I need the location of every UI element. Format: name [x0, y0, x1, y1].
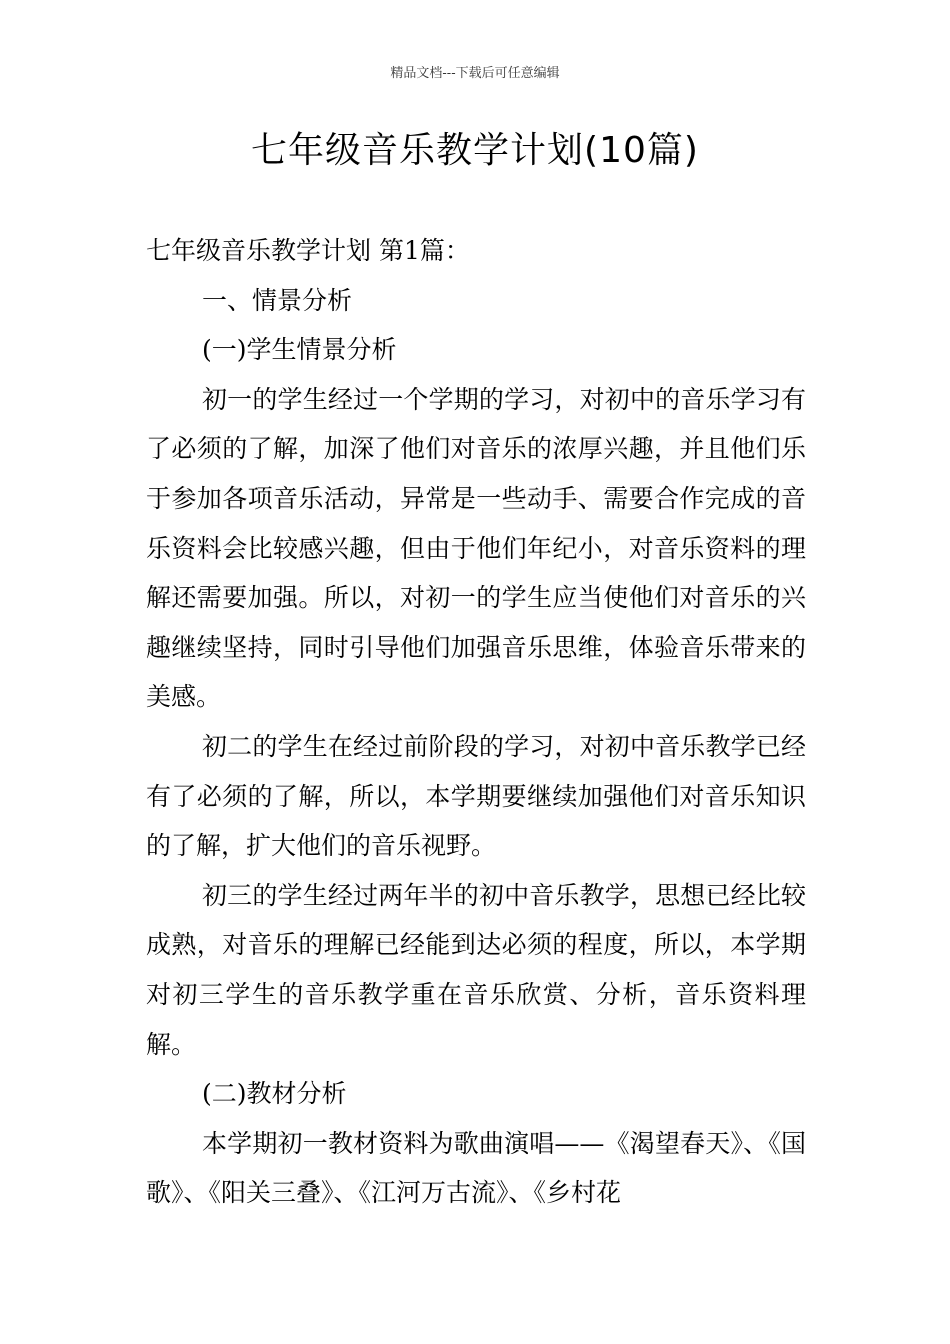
paragraph-grade-three: 初三的学生经过两年半的初中音乐教学，思想已经比较成熟，对音乐的理解已经能到达必须的程度，所以，本学期对初三学生的音乐教学重在音乐欣赏、分析，音乐资料理解。: [146, 880, 806, 1059]
document-body: [146, 226, 806, 1218]
paragraph-textbook: 本学期初一教材资料为歌曲演唱——《渴望春天》、《国歌》、《阳关三叠》、《江河万古流》、《乡村花: [146, 1128, 806, 1208]
paragraph-grade-two: 初二的学生在经过前阶段的学习，对初中音乐教学已经有了必须的了解，所以，本学期要继续加强他们对音乐知识的了解，扩大他们的音乐视野。: [146, 731, 806, 861]
section-heading: 七年级音乐教学计划 第1篇：: [146, 236, 470, 265]
part-one-heading: 一、情景分析: [202, 285, 353, 315]
header-note: 精品文档---下载后可任意编辑: [390, 66, 560, 81]
document-title: 七年级音乐教学计划(10篇): [251, 130, 699, 171]
sub-heading-textbook-analysis: (二)教材分析: [202, 1079, 347, 1109]
paragraph-grade-one: 初一的学生经过一个学期的学习，对初中的音乐学习有了必须的了解，加深了他们对音乐的浓厚兴趣，并且他们乐于参加各项音乐活动，异常是一些动手、需要合作完成的音乐资料会比较感兴趣，但由于他们年纪小，对音乐资料的理解还需要加强。所以，对初一的学生应当使他们对音乐的兴趣继续坚持，同时引导他们加强音乐思维，体验音乐带来的美感。: [146, 384, 806, 712]
sub-heading-student-analysis: (一)学生情景分析: [202, 335, 397, 365]
